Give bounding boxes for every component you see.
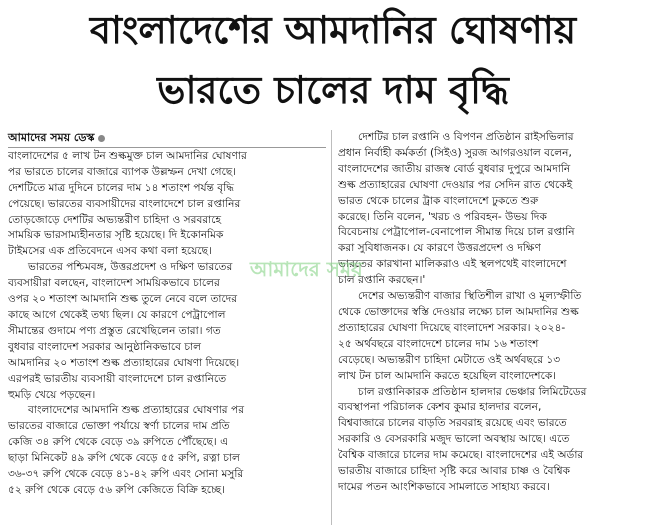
article-line: ৫২ রুপি থেকে বেড়ে ৫৬ রুপি কেজিতে বিক্রি হচ্ছে।	[8, 483, 225, 496]
article-line: বিবেচনায় পেট্রাপোল-বেনাপোল সীমান্ত দিয়ে চাল রপ্তানি	[338, 226, 575, 239]
article-line: ভারতীয় বাজারে চাহিদা সৃষ্টি করে আবার চাষ্ণ ও বৈশ্বিক	[338, 465, 571, 478]
watermark-logo: আমাদের সময়	[250, 257, 363, 281]
headline-line-1: বাংলাদেশের আমদানির ঘোষণায়	[89, 8, 577, 52]
article-line: ভারত থেকে চালের ট্রাক বাংলাদেশে ঢুকতে শুরু	[338, 194, 539, 207]
bullet-icon	[98, 135, 105, 142]
article-line: লাখ টন চাল আমদানি করতে হয়েছিল বাংলাদেশকে।	[338, 369, 557, 382]
article-line: ওপর ২০ শতাংশ আমদানি শুল্ক তুলে নেবে বলে তাদের	[8, 293, 238, 306]
article-line: বাংলাদেশের ৫ লাখ টন শুল্কমুক্ত চাল আমদানির ঘোষণার	[8, 149, 247, 162]
article-line: বুধবার বাংলাদেশ সরকার আনুষ্ঠানিকভাবে চাল	[8, 340, 202, 353]
article-line: বাংলাদেশের আমদানি শুল্ক প্রত্যাহারের ঘোষণার পর	[28, 404, 245, 417]
article-line: ব্যবস্থাপনা পরিচালক কেশব কুমার হালদার বলেন,	[338, 401, 542, 414]
article-column-left	[8, 130, 326, 499]
byline	[8, 130, 326, 148]
article-line: ভারতের পশ্চিমবঙ্গ, উত্তরপ্রদেশ ও দক্ষিণ ভারতের	[28, 261, 233, 274]
article-line: টাইমসের এক প্রতিবেদনে এসব কথা বলা হয়েছে।	[8, 245, 212, 258]
headline-line-2: ভারতে চালের দাম বৃদ্ধি	[157, 68, 509, 112]
article-line: দামের পতন আংশিকভাবে সামলাতে সাহায্য করবে।	[338, 480, 550, 493]
article-line: সীমান্তের গুদামে পণ্য প্রস্তুত রেখেছিলেন তারা। গত	[8, 324, 221, 337]
article-line: চাল রপ্তানিকারক প্রতিষ্ঠান হালদার ভেঞ্চার লিমিটেডের	[358, 385, 587, 398]
article-line: কেজি ৩৪ রুপি থেকে বেড়ে ৩৯ রুপিতে পৌঁছেছে। এ	[8, 436, 229, 449]
article-line: ছাড়া মিনিকেট ৪৯ রুপি থেকে বেড়ে ৫৫ রুপি, রত্না চাল	[8, 452, 240, 465]
article-line: পর ভারতে চালের বাজারে ব্যাপক উল্লম্ফন দেখা গেছে।	[8, 165, 237, 178]
article-line: দেশটির চাল রপ্তানি ও বিপণন প্রতিষ্ঠান রাইসভিলার	[358, 131, 574, 143]
column-divider	[331, 130, 332, 525]
article-line: তোড়জোড়ে দেশটির অভ্যন্তরীণ চাহিদা ও সরবরাহে	[8, 213, 222, 226]
article-line: পেয়েছে। ভারতের ব্যবসায়ীদের বাংলাদেশে চাল রপ্তানির	[8, 197, 241, 210]
article-line: সরকারি ও বেসরকারি মজুদ ভালো অবস্থায় আছে। এতে	[338, 433, 570, 446]
article-line: বৈশ্বিক বাজারে চালের দাম কমেছে। বাংলাদেশের এই অর্ডার	[338, 449, 584, 462]
article-line: ব্যবসায়ীরা বলছেন, বাংলাদেশ সাময়িকভাবে চালের	[8, 277, 220, 290]
article-line: বাংলাদেশের জাতীয় রাজস্ব বোর্ড বুধবার দুপুরে আমদানি	[338, 162, 571, 175]
right-column-body	[338, 130, 658, 496]
article-line: দেশটিতে মাত্র দুদিনে চালের দাম ১৪ শতাংশ পর্যন্ত বৃদ্ধি	[8, 181, 235, 194]
article-line: সাময়িক ভারসাম্যহীনতার সৃষ্টি হয়েছে। দি ইকোনমিক	[8, 229, 224, 242]
article-line: বিশ্ববাজারে চালের বাড়তি সরবরাহ রয়েছে এবং ভারতে	[338, 417, 567, 430]
article-line: আমদানির ২০ শতাংশ শুল্ক প্রত্যাহারের ঘোষণা দিয়েছে।	[8, 356, 240, 369]
article-line: কাছে আগে থেকেই তথ্য ছিল। যে কারণে পেট্রাপোল	[8, 308, 226, 321]
article-line: হুমড়ি খেয়ে পড়ছেন।	[8, 388, 96, 401]
article-line: থেকে ভোক্তাদের স্বস্তি দেওয়ার লক্ষ্যে চাল আমদানির শুল্ক	[338, 305, 579, 318]
article-line: এরপরই ভারতীয় ব্যবসায়ী বাংলাদেশে চাল রপ্তানিতে	[8, 372, 227, 385]
article-line: করেছে। তিনি বলেন, 'খরচ ও পরিবহন- উভয় দিক	[338, 210, 547, 223]
article-column-right	[338, 130, 658, 496]
article-line: ভারতের বাজারে ভোক্তা পর্যায়ে স্বর্ণা চালের দাম প্রতি	[8, 420, 230, 433]
article-line: প্রত্যাহারের ঘোষণা দিয়েছে বাংলাদেশ সরকার। ২০২৪-	[338, 321, 566, 334]
article-line: ভারতের কারখানা মালিকরাও এই স্থলপথেই বাংলাদেশে	[338, 258, 567, 271]
article-line: প্রধান নির্বাহী কর্মকর্তা (সিইও) সুরজ আগরওয়াল বলেন,	[338, 146, 572, 159]
article-line: শুল্ক প্রত্যাহারের ঘোষণা দেওয়ার পর সেদিন রাত থেকেই	[338, 178, 573, 191]
left-column-body	[8, 149, 326, 499]
article-line: চাল রপ্তানি করছেন।'	[338, 274, 426, 287]
article-line: ২৫ অর্থবছরে বাংলাদেশে চালের দাম ১৬ শতাংশ	[338, 337, 539, 350]
article-line: বেড়েছে। অভ্যন্তরীণ চাহিদা মেটাতে ওই অর্থবছরে ১৩	[338, 353, 561, 366]
article-line: ৩৬-৩৭ রুপি থেকে বেড়ে ৪১-৪২ রুপি এবং সোনা মসুরি	[8, 468, 244, 481]
article-line: করা সুবিধাজনক। যে কারণে উত্তরপ্রদেশ ও দক্ষিণ	[338, 242, 541, 255]
byline-text: আমাদের সময় ডেস্ক	[8, 131, 95, 144]
article-line: দেশের অভ্যন্তরীণ বাজার স্থিতিশীল রাখা ও মূল্যস্ফীতি	[358, 290, 582, 303]
